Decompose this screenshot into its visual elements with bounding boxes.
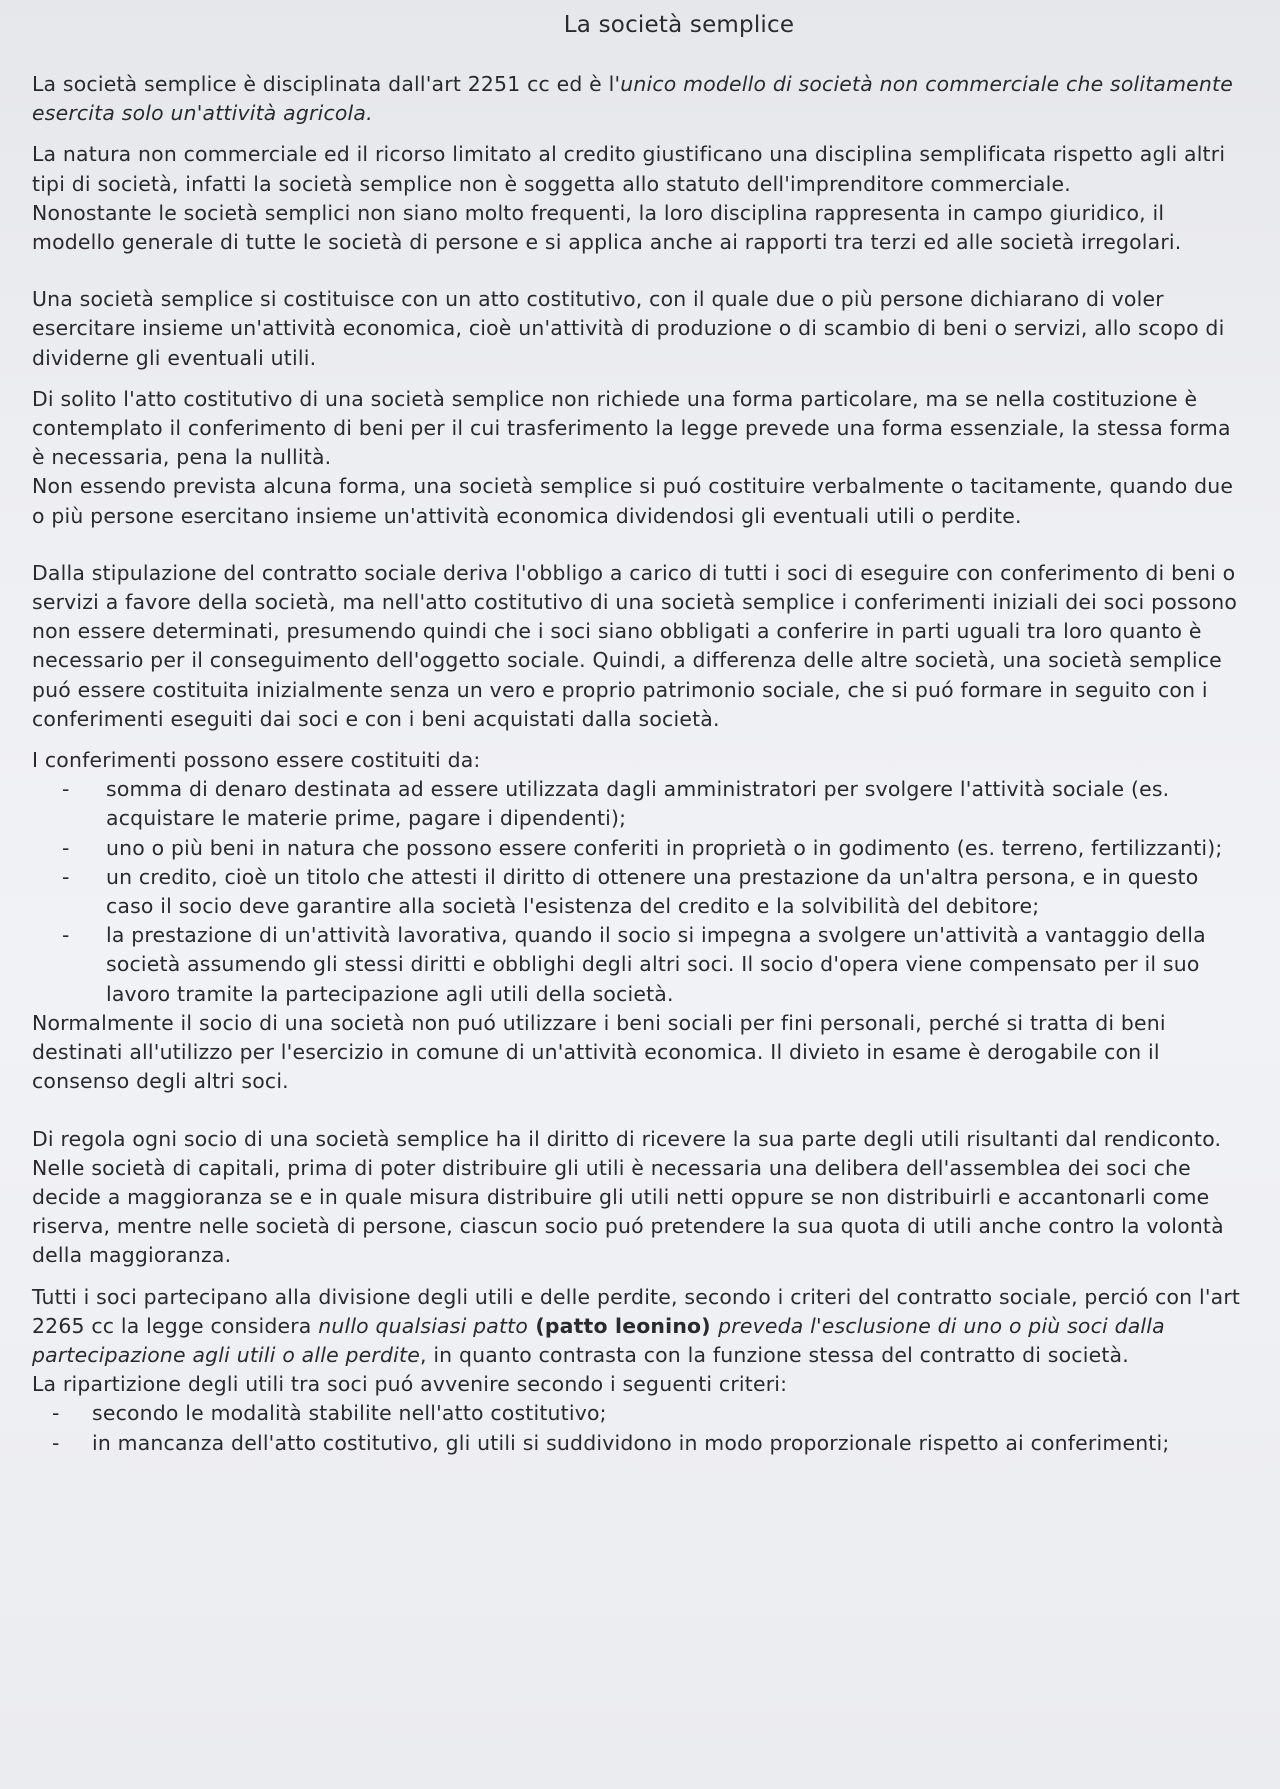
contributions-intro: I conferimenti possono essere costituiti da: (32, 748, 481, 773)
personal-use-paragraph: Normalmente il socio di una società non puó utilizzare i beni sociali per fini personali, perché si tratta di beni destinati all'utilizzo per l'esercizio in comune di un'attività economica. Il divieto in esame è derogabile con il consenso degli altri soci. (32, 1010, 1166, 1094)
nature-paragraph: La natura non commerciale ed il ricorso limitato al credito giustificano una disciplina semplificata rispetto agli altri tipi di società, infatti la società semplice non è soggetta allo statuto dell'imprenditore commerciale. (32, 142, 1226, 196)
form-paragraph: Di solito l'atto costitutivo di una società semplice non richiede una forma particolare, ma se nella costituzione è contemplato il conferimento di beni per il cui trasferimento la legge prevede una forma essenziale, la stessa forma è necessaria, pena la nullità. (32, 386, 1231, 470)
distribution-criteria-list (32, 1399, 1246, 1457)
list-item: - secondo le modalità stabilite nell'atto costitutivo; (92, 1399, 1246, 1428)
verbal-paragraph: Non essendo prevista alcuna forma, una società semplice si puó costituire verbalmente o tacitamente, quando due o più persone esercitano insieme un'attività economica dividendosi gli eventuali utili o perdite. (32, 474, 1234, 528)
distribution-intro: La ripartizione degli utili tra soci puó avvenire secondo i seguenti criteri: (32, 1372, 788, 1397)
intro-lead: La società semplice è disciplinata dall'art 2251 cc ed è l' (32, 72, 621, 96)
list-item: - un credito, cioè un titolo che attesti il diritto di ottenere una prestazione da un'altra persona, e in questo caso il socio deve garantire alla società l'esistenza del credito e la solvibilità del debitore; (106, 863, 1246, 921)
capital-companies-paragraph: Nelle società di capitali, prima di poter distribuire gli utili è necessaria una delibera dell'assemblea dei soci che decide a maggioranza se e in quale misura distribuire gli utili netti oppure se non distribuirli e accantonarli come riserva, mentre nelle società di persone, ciascun socio puó pretendere la sua quota di utili anche contro la volontà della maggioranza. (32, 1155, 1224, 1268)
intro-italic: unico modello di società non commerciale che solitamente esercita solo un'attività agricola. (32, 72, 1233, 126)
list-item: - la prestazione di un'attività lavorativa, quando il socio si impegna a svolgere un'attività a vantaggio della società assumendo gli stessi diritti e obblighi degli altri soci. Il socio d'opera viene compensato per il suo lavoro tramite la partecipazione agli utili della società. (106, 921, 1246, 1009)
contributions-list (32, 775, 1246, 1009)
list-item: - in mancanza dell'atto costitutivo, gli utili si suddividono in modo proporzionale rispetto ai conferimenti; (92, 1429, 1246, 1458)
contributions-paragraph: Dalla stipulazione del contratto sociale deriva l'obbligo a carico di tutti i soci di eseguire con conferimento di beni o servizi a favore della società, ma nell'atto costitutivo di una società semplice i conferimenti iniziali dei soci possono non essere determinati, presumendo quindi che i soci siano obbligati a conferire in parti uguali tra loro quanto è necessario per il conseguimento dell'oggetto sociale. Quindi, a differenza delle altre società, una società semplice puó essere costituita inizialmente senza un vero e proprio patrimonio sociale, che si puó formare in seguito con i conferimenti eseguiti dai soci e con i beni acquistati dalla società. (32, 560, 1238, 731)
model-paragraph: Nonostante le società semplici non siano molto frequenti, la loro disciplina rappresenta in campo giuridico, il modello generale di tutte le società di persone e si applica anche ai rapporti tra terzi ed alle società irregolari. (32, 200, 1182, 255)
page-title: La società semplice (563, 12, 795, 38)
profits-paragraph: Di regola ogni socio di una società semplice ha il diritto di ricevere la sua parte degli utili risultanti dal rendiconto. (32, 1126, 1222, 1151)
constitution-paragraph: Una società semplice si costituisce con un atto costitutivo, con il quale due o più persone dichiarano di voler esercitare insieme un'attività economica, cioè un'attività di produzione o di scambio di beni o servizi, allo scopo di dividerne gli eventuali utili. (32, 287, 1225, 370)
intro-paragraph (32, 70, 1246, 128)
leonine-pact-paragraph: Tutti i soci partecipano alla divisione degli utili e delle perdite, secondo i criteri del contratto sociale, perció con l'art 2265 cc la legge considera nullo qualsiasi patto (patto leonino) preveda l'esclusione di uno o più soci dalla partecipazione agli utili o alle perdite, in quanto contrasta con la funzione stessa del contratto di società. (32, 1284, 1241, 1367)
list-item: - somma di denaro destinata ad essere utilizzata dagli amministratori per svolgere l'attività sociale (es. acquistare le materie prime, pagare i dipendenti); (106, 775, 1246, 833)
list-item: - uno o più beni in natura che possono essere conferiti in proprietà o in godimento (es. terreno, fertilizzanti); (106, 834, 1246, 863)
